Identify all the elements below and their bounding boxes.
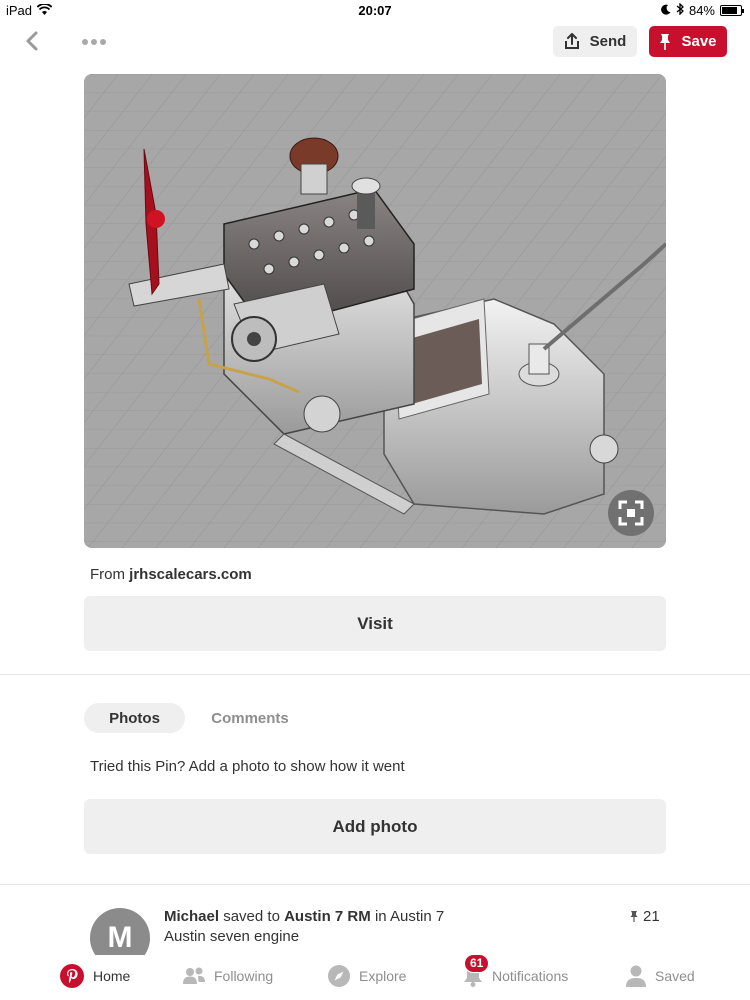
nav-home[interactable]	[60, 963, 130, 989]
nav-explore[interactable]	[328, 963, 406, 989]
activity-board-link[interactable]: Austin 7 RM	[284, 908, 371, 925]
status-time: 20:07	[358, 3, 392, 18]
carrier-label: iPad	[6, 3, 33, 18]
battery-icon	[720, 5, 742, 16]
save-label: Save	[681, 33, 717, 50]
dot-icon	[82, 39, 88, 45]
status-bar	[0, 0, 750, 20]
repin-count	[630, 908, 660, 925]
notifications-badge: 61	[464, 954, 489, 973]
add-photo-button[interactable]	[84, 799, 666, 854]
bluetooth-icon	[676, 3, 684, 18]
top-toolbar	[0, 20, 750, 64]
moon-icon	[661, 3, 671, 18]
nav-following-label: Following	[214, 968, 274, 984]
nav-explore-label: Explore	[359, 968, 407, 984]
pin-source	[90, 566, 252, 583]
profile-icon	[626, 965, 646, 987]
dot-icon	[100, 39, 106, 45]
tab-photos[interactable]	[84, 703, 185, 733]
bottom-nav	[0, 955, 750, 1000]
pushpin-icon	[659, 33, 671, 51]
chevron-left-icon	[25, 31, 39, 51]
source-prefix: From	[90, 566, 125, 583]
nav-home-label: Home	[93, 968, 131, 984]
engine-render-image	[84, 74, 666, 548]
nav-notifications-label: Notifications	[492, 968, 569, 984]
expand-icon	[618, 500, 644, 526]
source-domain-link[interactable]: jrhscalecars.com	[129, 566, 252, 583]
tab-comments-label: Comments	[211, 709, 289, 727]
nav-notifications[interactable]	[463, 956, 569, 989]
notifications-icon-wrap	[463, 956, 484, 987]
nav-following[interactable]	[183, 963, 273, 989]
back-button[interactable]	[18, 27, 46, 55]
tab-photos-label: Photos	[109, 709, 160, 727]
nav-saved-label: Saved	[655, 968, 695, 984]
dot-icon	[91, 39, 97, 45]
photo-prompt: Tried this Pin? Add a photo to show how it went	[90, 758, 405, 775]
share-icon	[564, 33, 580, 50]
pushpin-icon	[630, 910, 638, 923]
battery-percent: 84%	[688, 3, 715, 18]
compass-icon	[328, 965, 350, 987]
avatar-initial: M	[107, 921, 133, 954]
section-divider	[0, 674, 750, 675]
people-icon	[183, 967, 205, 985]
section-divider	[0, 884, 750, 885]
send-label: Send	[589, 33, 627, 50]
pin-description: Austin seven engine	[164, 928, 300, 945]
activity-summary	[164, 908, 444, 925]
repin-count-value: 21	[643, 908, 660, 925]
pin-image[interactable]	[84, 74, 666, 548]
tab-comments[interactable]	[196, 703, 304, 733]
visit-button[interactable]	[84, 596, 666, 651]
battery-level	[722, 7, 737, 14]
save-button[interactable]	[649, 26, 727, 57]
visit-label: Visit	[357, 613, 393, 633]
status-right	[661, 3, 742, 18]
activity-in: in	[374, 908, 387, 925]
send-button[interactable]	[553, 26, 637, 57]
add-photo-label: Add photo	[332, 816, 418, 836]
activity-user-link[interactable]: Michael	[164, 908, 220, 925]
pinterest-logo-icon	[60, 964, 84, 988]
more-options-button[interactable]	[80, 28, 108, 56]
activity-action: saved to	[223, 908, 280, 925]
activity-section-link[interactable]: Austin 7	[389, 908, 445, 925]
expand-image-button[interactable]	[608, 490, 654, 536]
nav-saved[interactable]	[626, 963, 695, 989]
